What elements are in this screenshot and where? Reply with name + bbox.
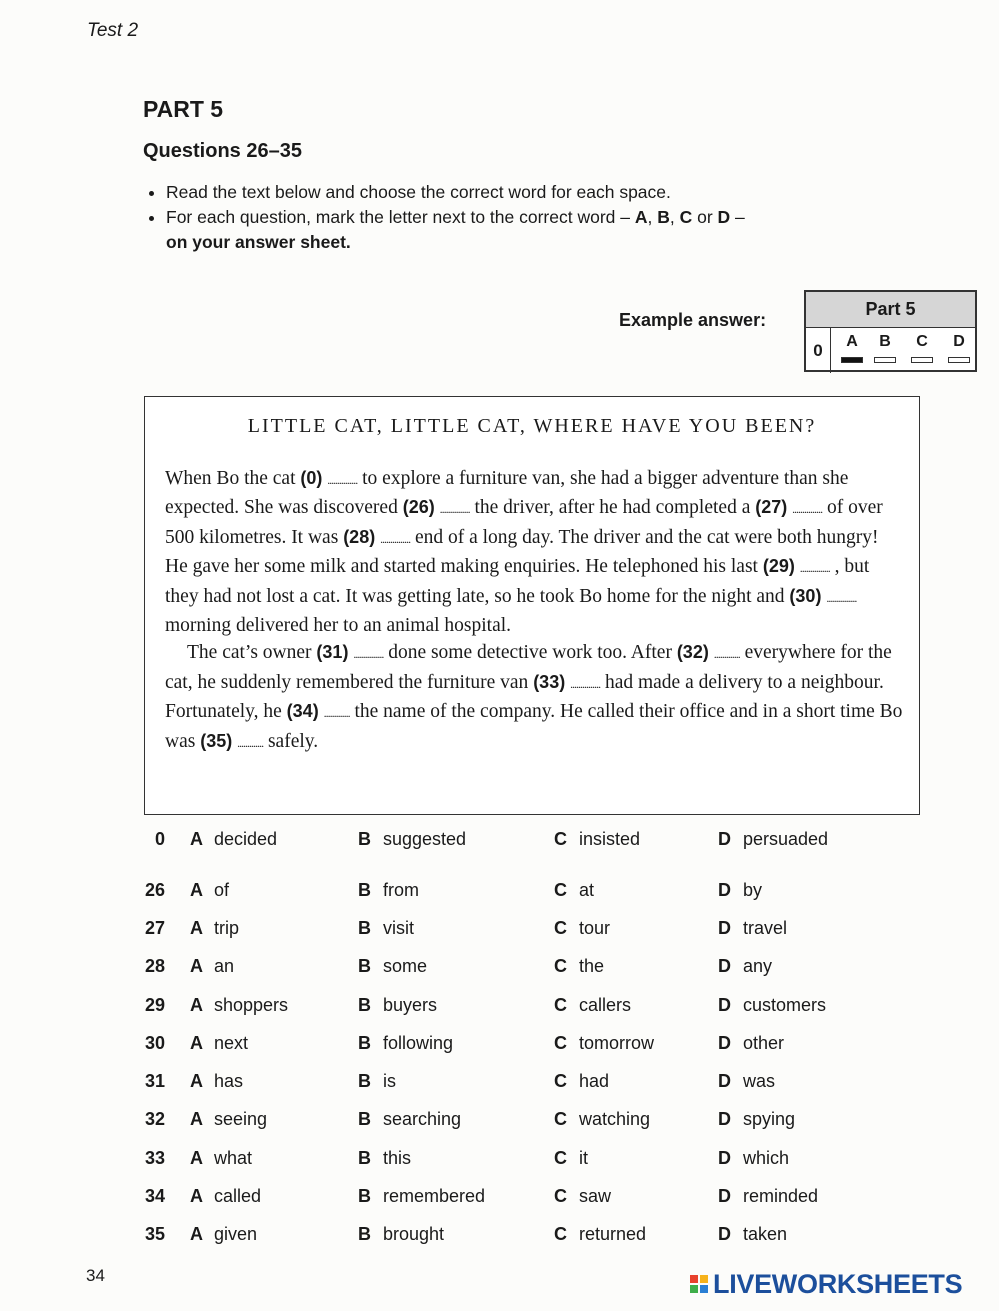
option-letter-d: D xyxy=(718,918,731,938)
letter-b: B xyxy=(657,207,670,227)
gap-dots: ............... xyxy=(799,561,830,576)
option-a-word: has xyxy=(214,1071,244,1091)
option-letter-b: B xyxy=(358,1148,371,1168)
option-d-word: persuaded xyxy=(743,829,829,849)
option-b-word: this xyxy=(383,1148,412,1168)
gap-dots: ............... xyxy=(439,502,470,517)
option-letter-d: D xyxy=(718,1033,731,1053)
option-letter-b: B xyxy=(358,1186,371,1206)
text: of over 500 kilometres. It was xyxy=(165,497,883,548)
option-c-word: insisted xyxy=(579,829,641,849)
test-label: Test 2 xyxy=(87,20,139,41)
option-d-word: by xyxy=(743,880,763,900)
text: done some detective work too. After xyxy=(383,642,677,664)
gap-dots: ............... xyxy=(380,531,411,546)
option-letter-d: D xyxy=(718,880,731,900)
option-letter-c: C xyxy=(554,1109,567,1129)
option-letter-d: D xyxy=(718,1224,731,1244)
option-letter-a: A xyxy=(190,1186,203,1206)
option-c-word: watching xyxy=(579,1109,651,1129)
text: everywhere for the cat, he suddenly remembered the furniture van xyxy=(165,642,892,693)
text: end of a long day. The driver and the cat were both hungry! He gave her some milk and started making enquiries. He telephoned his last xyxy=(165,526,879,578)
logo-square-blue xyxy=(700,1285,708,1293)
gap-dots: ............... xyxy=(792,502,823,517)
brand-text: LIVEWORKSHEETS xyxy=(713,1268,963,1299)
option-d-word: spying xyxy=(743,1109,796,1129)
option-c-word: the xyxy=(579,956,605,976)
option-letter-a: A xyxy=(190,918,203,938)
instruction-2 xyxy=(166,205,863,255)
gap-28: (28) xyxy=(343,526,376,547)
option-c-word: saw xyxy=(579,1186,612,1206)
option-c-word: at xyxy=(579,880,595,900)
gap-29: (29) xyxy=(762,556,795,577)
option-d-word: travel xyxy=(743,918,788,938)
option-letter-d: D xyxy=(718,1071,731,1091)
option-letter-b: B xyxy=(358,880,371,900)
option-a-word: next xyxy=(214,1033,249,1053)
letter-c: C xyxy=(679,207,693,227)
option-b-word: suggested xyxy=(383,829,467,849)
option-letter-d: D xyxy=(718,995,731,1015)
page-number: 34 xyxy=(86,1266,105,1285)
option-a-word: seeing xyxy=(214,1109,268,1129)
question-number: 31 xyxy=(144,1071,165,1091)
gap-dots: ............. xyxy=(237,735,264,750)
option-letter-b: B xyxy=(358,829,371,849)
option-letter-c: C xyxy=(554,1224,567,1244)
option-letter-b: B xyxy=(358,1071,371,1091)
liveworksheets-logo xyxy=(690,1269,962,1299)
question-number: 26 xyxy=(144,880,165,900)
option-letter-a: A xyxy=(190,1224,203,1244)
option-letter-b: B xyxy=(358,1033,371,1053)
option-a-word: trip xyxy=(214,918,240,938)
question-number: 35 xyxy=(144,1224,165,1244)
logo-icon xyxy=(690,1275,708,1293)
option-letter-c: C xyxy=(554,880,567,900)
sep: , xyxy=(669,207,680,227)
letter-d: D xyxy=(717,207,731,227)
option-letter-c: C xyxy=(554,1071,567,1091)
option-letter-c: C xyxy=(554,829,567,849)
text: The cat’s owner xyxy=(187,642,317,664)
option-letter-b: B xyxy=(358,956,371,976)
option-letter-a: A xyxy=(190,1148,203,1168)
option-b-word: is xyxy=(383,1071,396,1091)
text: When Bo the cat xyxy=(165,468,301,489)
option-a-word: given xyxy=(214,1224,258,1244)
option-letter-c: C xyxy=(554,1186,567,1206)
example-mark-a-filled xyxy=(841,357,863,363)
option-letter-a: A xyxy=(190,1071,203,1091)
option-letter-d: D xyxy=(718,956,731,976)
example-row xyxy=(806,328,975,373)
option-letter-a: A xyxy=(190,995,203,1015)
option-d-word: other xyxy=(743,1033,785,1053)
gap-dots: ............... xyxy=(570,676,601,691)
instruction-2-end: on your answer sheet. xyxy=(166,232,351,252)
example-option-d: D xyxy=(953,333,965,350)
gap-dots: ............... xyxy=(826,590,857,605)
gap-33: (33) xyxy=(533,671,566,692)
logo-square-red xyxy=(690,1275,698,1283)
passage-text xyxy=(165,465,905,757)
questions-range: Questions 26–35 xyxy=(143,140,302,162)
example-mark-c xyxy=(911,357,933,363)
option-a-word: an xyxy=(214,956,235,976)
example-number: 0 xyxy=(806,328,831,373)
passage-title: LITTLE CAT, LITTLE CAT, WHERE HAVE YOU BEEN? xyxy=(247,415,817,437)
option-b-word: some xyxy=(383,956,428,976)
option-c-word: callers xyxy=(579,995,632,1015)
example-option-a: A xyxy=(846,333,858,350)
option-c-word: returned xyxy=(579,1224,647,1244)
gap-dots: ............... xyxy=(353,647,384,662)
option-d-word: any xyxy=(743,956,773,976)
option-c-word: tomorrow xyxy=(579,1033,655,1053)
or: or xyxy=(692,207,718,227)
option-letter-a: A xyxy=(190,956,203,976)
option-letter-d: D xyxy=(718,1186,731,1206)
option-letter-c: C xyxy=(554,918,567,938)
text: to explore a furniture van, she had a bigger adventure than she expected. She was discovered xyxy=(165,468,849,519)
option-letter-c: C xyxy=(554,1033,567,1053)
gap-dots: ............... xyxy=(327,473,358,487)
gap-30: (30) xyxy=(789,585,822,606)
dash: – xyxy=(730,207,745,227)
text: morning delivered her to an animal hospital. xyxy=(165,615,512,637)
text: had made a delivery to a neighbour. Fortunately, he xyxy=(165,671,884,723)
text: safely. xyxy=(263,730,319,752)
instruction-2-text: For each question, mark the letter next to the correct word – xyxy=(166,207,635,227)
instruction-1: • Read the text below and choose the correct word for each space. xyxy=(166,180,863,205)
option-letter-a: A xyxy=(190,829,203,849)
option-c-word: had xyxy=(579,1071,610,1091)
option-letter-b: B xyxy=(358,1224,371,1244)
option-d-word: which xyxy=(743,1148,790,1168)
logo-square-green xyxy=(690,1285,698,1293)
option-letter-c: C xyxy=(554,1148,567,1168)
option-letter-a: A xyxy=(190,1033,203,1053)
gap-31: (31) xyxy=(316,642,349,663)
gap-34: (34) xyxy=(286,701,319,722)
instructions xyxy=(143,180,863,255)
option-b-word: visit xyxy=(383,918,414,938)
option-a-word: of xyxy=(214,880,230,900)
option-b-word: buyers xyxy=(383,995,438,1015)
question-number: 34 xyxy=(144,1186,165,1206)
text: the driver, after he had completed a xyxy=(469,497,756,519)
option-d-word: was xyxy=(743,1071,776,1091)
example-mark-d xyxy=(948,357,970,363)
gap-26: (26) xyxy=(402,497,435,518)
option-b-word: searching xyxy=(383,1109,462,1129)
question-number: 0 xyxy=(154,829,165,849)
text: the name of the company. He called their office and in a short time Bo was xyxy=(165,701,903,752)
option-b-word: following xyxy=(383,1033,454,1053)
question-number: 32 xyxy=(144,1109,165,1129)
option-b-word: remembered xyxy=(383,1186,486,1206)
passage-box xyxy=(144,396,920,815)
option-letter-a: A xyxy=(190,1109,203,1129)
question-number: 28 xyxy=(144,956,165,976)
option-letter-a: A xyxy=(190,880,203,900)
option-d-word: taken xyxy=(743,1224,788,1244)
part-title: PART 5 xyxy=(143,96,224,122)
gap-dots: ............. xyxy=(323,706,350,721)
logo-square-yellow xyxy=(700,1275,708,1283)
option-letter-d: D xyxy=(718,1109,731,1129)
option-d-word: customers xyxy=(743,995,827,1015)
question-number: 29 xyxy=(144,995,165,1015)
option-letter-c: C xyxy=(554,995,567,1015)
example-answer-box xyxy=(804,290,977,372)
option-letter-d: D xyxy=(718,1148,731,1168)
question-number: 30 xyxy=(144,1033,165,1053)
option-d-word: reminded xyxy=(743,1186,819,1206)
option-a-word: shoppers xyxy=(214,995,289,1015)
example-mark-b xyxy=(874,357,896,363)
gap-27: (27) xyxy=(755,497,788,518)
option-a-word: called xyxy=(214,1186,262,1206)
example-option-b: B xyxy=(879,333,891,350)
option-letter-c: C xyxy=(554,956,567,976)
question-number: 33 xyxy=(144,1148,165,1168)
gap-dots: ............. xyxy=(713,647,740,662)
option-c-word: tour xyxy=(579,918,611,938)
option-a-word: what xyxy=(214,1148,253,1168)
option-a-word: decided xyxy=(214,829,278,849)
example-box-title: Part 5 xyxy=(806,292,975,328)
option-letter-b: B xyxy=(358,995,371,1015)
text: , but they had not lost a cat. It was getting late, so he took Bo home for the night and xyxy=(165,556,870,607)
gap-0: (0) xyxy=(300,468,323,488)
letter-a: A xyxy=(634,207,648,227)
example-answer-label: Example answer: xyxy=(619,310,767,330)
gap-32: (32) xyxy=(676,642,709,663)
question-number: 27 xyxy=(144,918,165,938)
option-b-word: from xyxy=(383,880,419,900)
example-option-c: C xyxy=(916,333,928,350)
option-letter-b: B xyxy=(358,918,371,938)
option-letter-b: B xyxy=(358,1109,371,1129)
sep: , xyxy=(647,207,658,227)
option-letter-d: D xyxy=(718,829,731,849)
option-b-word: brought xyxy=(383,1224,445,1244)
option-c-word: it xyxy=(579,1148,588,1168)
gap-35: (35) xyxy=(200,730,233,751)
